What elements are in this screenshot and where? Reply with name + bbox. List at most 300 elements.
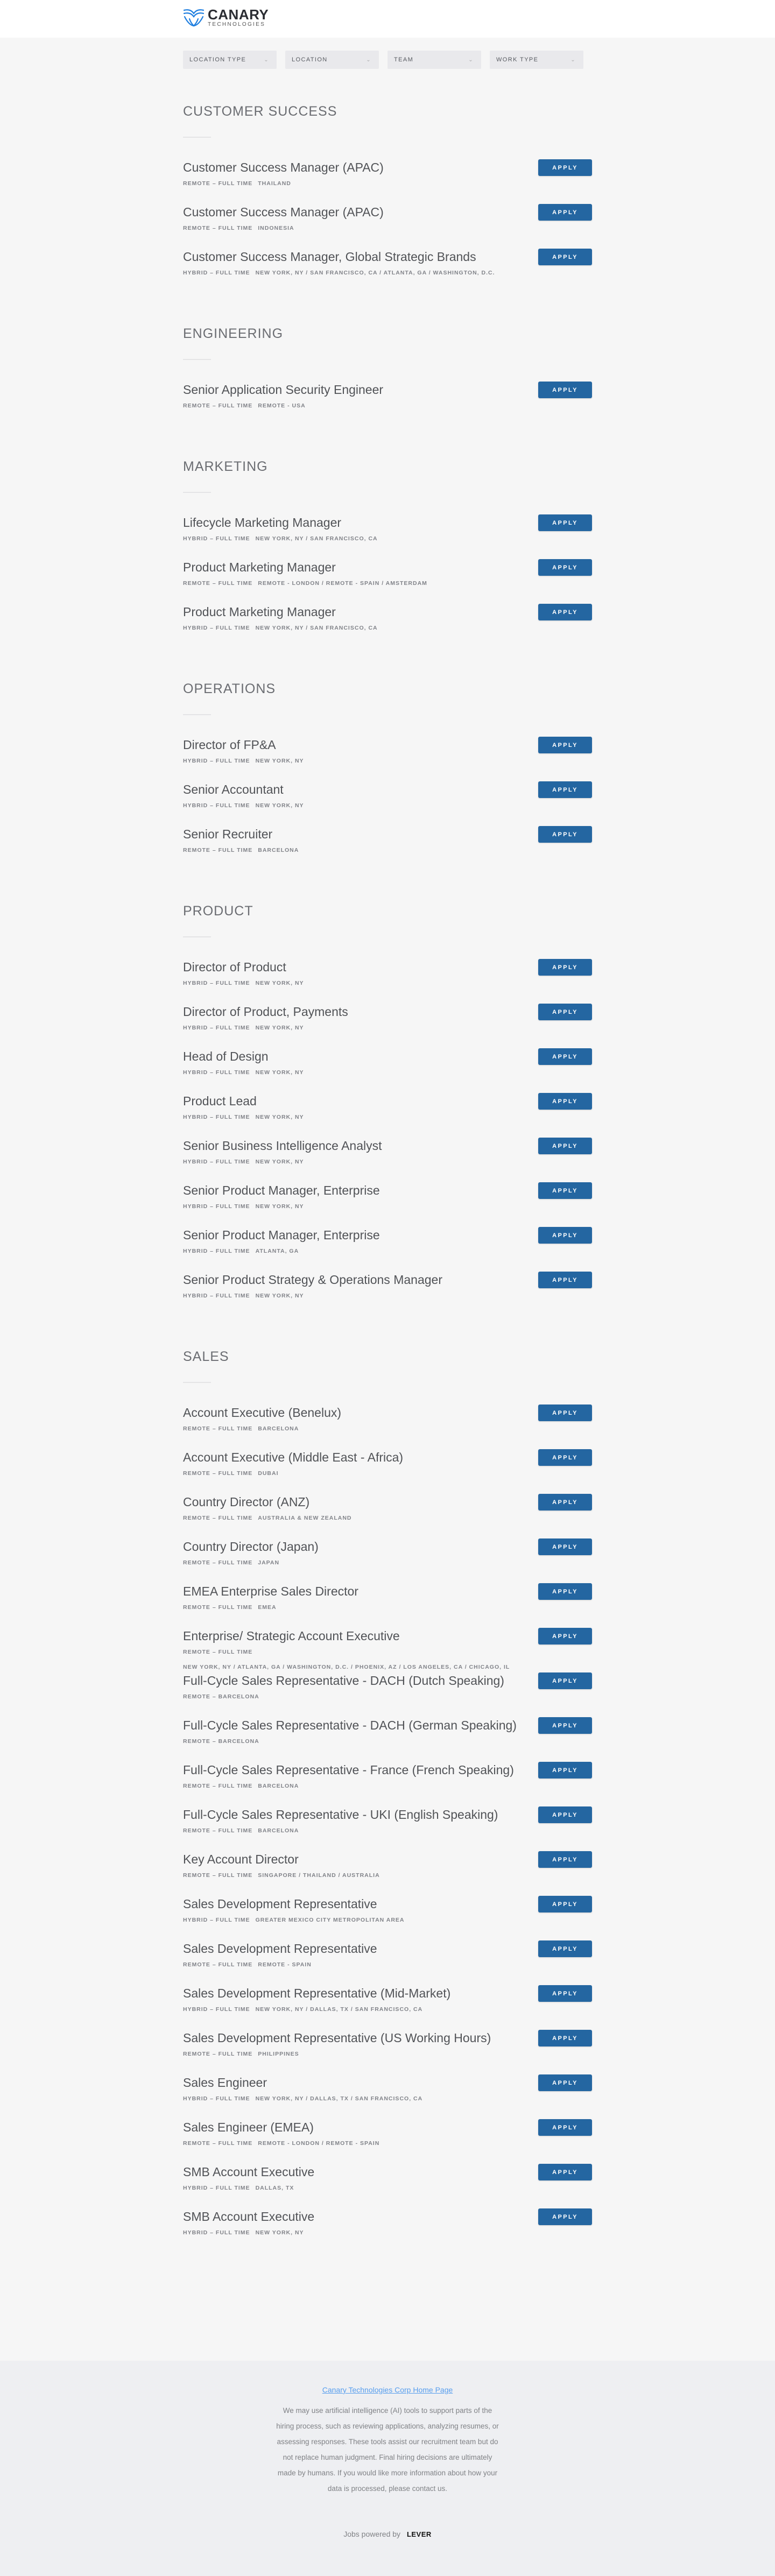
- job-commitment: HYBRID – FULL TIME: [183, 1159, 250, 1165]
- apply-button[interactable]: APPLY: [538, 604, 592, 620]
- job-location: NEW YORK, NY: [255, 802, 304, 809]
- job-meta: [183, 1247, 380, 1255]
- job-info: [183, 2164, 314, 2192]
- job-info: [183, 604, 378, 632]
- site-header: [0, 0, 775, 38]
- home-page-link[interactable]: Canary Technologies Corp Home Page: [322, 2386, 453, 2394]
- job-posting: [183, 1985, 592, 2030]
- job-posting: [183, 737, 592, 781]
- job-commitment: REMOTE – FULL TIME: [183, 225, 253, 231]
- job-info: [183, 1985, 450, 2013]
- chevron-down-icon: ⌄: [264, 57, 269, 63]
- job-title-link[interactable]: Full-Cycle Sales Representative - DACH (Dutch Speaking): [183, 1674, 504, 1688]
- posting-group: [183, 1316, 592, 2253]
- job-location: REMOTE - USA: [258, 403, 306, 409]
- job-info: [183, 1806, 498, 1834]
- job-commitment: HYBRID – FULL TIME: [183, 802, 250, 809]
- job-posting: [183, 2164, 592, 2208]
- apply-button[interactable]: APPLY: [538, 1138, 592, 1154]
- job-posting: [183, 1672, 592, 1717]
- job-title-link[interactable]: Senior Accountant: [183, 782, 284, 796]
- job-title-link[interactable]: Lifecycle Marketing Manager: [183, 516, 342, 530]
- job-info: [183, 1628, 510, 1671]
- job-meta: [183, 2184, 314, 2192]
- job-meta: [183, 1024, 348, 1032]
- job-posting: [183, 159, 592, 204]
- job-posting: [183, 2074, 592, 2119]
- apply-button[interactable]: APPLY: [538, 826, 592, 843]
- filter-bar: [183, 38, 592, 69]
- group-divider: [183, 936, 211, 937]
- job-location: REMOTE - LONDON / REMOTE - SPAIN / AMSTERDAM: [258, 580, 427, 587]
- job-location: NEW YORK, NY: [255, 1025, 304, 1031]
- group-divider: [183, 359, 211, 360]
- ai-disclaimer: We may use artificial intelligence (AI) tools to support parts of the hiring process, such as reviewing applications, analyzing resumes, or assessing responses. These tools assist our recruitment team but do not replace human judgment. Final hiring decisions are ultimately made by humans. If you would like more information about how your data is processed, please contact us.: [276, 2406, 499, 2493]
- logo-wordmark: CANARY: [208, 6, 269, 23]
- job-info: [183, 514, 378, 542]
- job-info: [183, 1138, 382, 1166]
- filter-work-type[interactable]: [490, 51, 583, 69]
- job-location: NEW YORK, NY: [255, 1069, 304, 1076]
- job-posting: [183, 204, 592, 249]
- job-commitment: REMOTE – FULL TIME: [183, 180, 253, 187]
- job-posting: [183, 1093, 592, 1138]
- job-meta: [183, 2050, 491, 2058]
- canary-logo[interactable]: [183, 0, 592, 27]
- job-meta: [183, 1113, 304, 1121]
- job-info: [183, 1851, 380, 1879]
- job-commitment: REMOTE – BARCELONA: [183, 1693, 259, 1700]
- job-meta: [183, 2095, 422, 2102]
- job-commitment: REMOTE – FULL TIME: [183, 1649, 253, 1655]
- job-commitment: HYBRID – FULL TIME: [183, 1917, 250, 1923]
- apply-button[interactable]: APPLY: [538, 1272, 592, 1288]
- job-meta: [183, 1158, 382, 1166]
- job-meta: [183, 979, 304, 987]
- job-commitment: HYBRID – FULL TIME: [183, 2095, 250, 2102]
- filter-label: LOCATION: [292, 57, 328, 63]
- job-posting: [183, 959, 592, 1004]
- job-title-link[interactable]: Senior Product Manager, Enterprise: [183, 1228, 380, 1242]
- job-location: ATLANTA, GA: [255, 1248, 299, 1254]
- job-posting: [183, 1538, 592, 1583]
- job-posting: [183, 2208, 592, 2253]
- apply-button[interactable]: APPLY: [538, 159, 592, 176]
- job-commitment: REMOTE – FULL TIME: [183, 1470, 253, 1477]
- posting-group: [183, 648, 592, 871]
- job-commitment: REMOTE – FULL TIME: [183, 1604, 253, 1611]
- group-heading: SALES: [183, 1349, 229, 1364]
- job-title-link[interactable]: Enterprise/ Strategic Account Executive: [183, 1629, 400, 1643]
- job-location: NEW YORK, NY / SAN FRANCISCO, CA: [255, 535, 378, 542]
- job-commitment: HYBRID – FULL TIME: [183, 1025, 250, 1031]
- job-title-link[interactable]: Full-Cycle Sales Representative - DACH (German Speaking): [183, 1718, 517, 1732]
- job-meta: [183, 180, 384, 187]
- job-title-link[interactable]: Sales Development Representative: [183, 1897, 377, 1911]
- job-info: [183, 249, 495, 277]
- job-posting: [183, 1227, 592, 1272]
- job-posting: [183, 249, 592, 293]
- group-heading: CUSTOMER SUCCESS: [183, 104, 337, 119]
- job-commitment: HYBRID – FULL TIME: [183, 1114, 250, 1120]
- job-commitment: HYBRID – FULL TIME: [183, 270, 250, 276]
- job-info: [183, 737, 304, 765]
- apply-button[interactable]: APPLY: [538, 1628, 592, 1645]
- job-location: THAILAND: [258, 180, 291, 187]
- logo-subtitle: TECHNOLOGIES: [208, 22, 266, 27]
- job-posting: [183, 514, 592, 559]
- job-meta: [183, 846, 299, 854]
- job-location: PHILIPPINES: [258, 2051, 299, 2057]
- filter-team[interactable]: [388, 51, 481, 69]
- job-meta: [183, 1604, 358, 1611]
- job-commitment: REMOTE – BARCELONA: [183, 1738, 259, 1745]
- job-meta: [183, 1514, 352, 1522]
- job-meta: [183, 224, 384, 232]
- job-location: NEW YORK, NY: [255, 2229, 304, 2236]
- apply-button[interactable]: APPLY: [538, 2030, 592, 2046]
- job-location: DUBAI: [258, 1470, 279, 1477]
- job-title-link[interactable]: Product Marketing Manager: [183, 560, 336, 574]
- job-posting: [183, 1583, 592, 1628]
- job-meta: [183, 1425, 341, 1432]
- postings-list: [183, 69, 592, 2253]
- job-title-link[interactable]: Senior Application Security Engineer: [183, 383, 384, 397]
- filter-location-type[interactable]: [183, 51, 277, 69]
- job-location: NEW YORK, NY: [255, 1203, 304, 1210]
- job-commitment: HYBRID – FULL TIME: [183, 1203, 250, 1210]
- job-commitment: HYBRID – FULL TIME: [183, 1069, 250, 1076]
- job-meta: [183, 1827, 498, 1834]
- job-title-link[interactable]: Senior Recruiter: [183, 827, 273, 841]
- job-meta: [183, 1782, 514, 1790]
- job-title-link[interactable]: Product Marketing Manager: [183, 605, 336, 619]
- job-info: [183, 1717, 517, 1745]
- job-posting: [183, 781, 592, 826]
- group-heading: PRODUCT: [183, 904, 253, 919]
- job-meta: [183, 1961, 377, 1968]
- group-divider: [183, 137, 211, 138]
- job-title-link[interactable]: Senior Product Manager, Enterprise: [183, 1183, 380, 1197]
- job-title-link[interactable]: Full-Cycle Sales Representative - France (French Speaking): [183, 1763, 514, 1777]
- job-location: REMOTE - SPAIN: [258, 1961, 312, 1968]
- job-posting: [183, 1405, 592, 1449]
- job-location: DALLAS, TX: [255, 2185, 294, 2191]
- job-title-link[interactable]: Director of FP&A: [183, 738, 276, 752]
- job-meta: [183, 535, 378, 542]
- job-title-link[interactable]: Sales Engineer: [183, 2076, 267, 2090]
- job-posting: [183, 559, 592, 604]
- job-info: [183, 204, 384, 232]
- job-info: [183, 1762, 514, 1790]
- job-title-link[interactable]: Key Account Director: [183, 1852, 299, 1866]
- job-info: [183, 2074, 422, 2102]
- job-meta: [183, 580, 427, 587]
- job-info: [183, 1004, 348, 1032]
- powered-by: [0, 2530, 775, 2538]
- job-info: [183, 1583, 358, 1611]
- job-title-link[interactable]: Senior Product Strategy & Operations Manager: [183, 1273, 442, 1287]
- job-posting: [183, 2119, 592, 2164]
- job-info: [183, 781, 304, 809]
- job-title-link[interactable]: Director of Product: [183, 960, 286, 974]
- job-commitment: REMOTE – FULL TIME: [183, 580, 253, 587]
- job-info: [183, 1494, 352, 1522]
- apply-button[interactable]: APPLY: [538, 1048, 592, 1065]
- job-location: EMEA: [258, 1604, 277, 1611]
- job-meta: [183, 1470, 403, 1477]
- job-meta: [183, 757, 304, 765]
- filter-label: TEAM: [394, 57, 414, 63]
- job-info: [183, 382, 383, 410]
- posting-group: [183, 69, 592, 293]
- job-location: JAPAN: [258, 1559, 280, 1566]
- job-title-link[interactable]: Product Lead: [183, 1094, 257, 1108]
- apply-button[interactable]: APPLY: [538, 1985, 592, 2002]
- job-location: NEW YORK, NY: [255, 1293, 304, 1299]
- job-posting: [183, 826, 592, 871]
- apply-button[interactable]: APPLY: [538, 737, 592, 753]
- job-commitment: REMOTE – FULL TIME: [183, 1872, 253, 1879]
- job-commitment: REMOTE – FULL TIME: [183, 403, 253, 409]
- job-title-link[interactable]: Head of Design: [183, 1049, 269, 1063]
- job-commitment: HYBRID – FULL TIME: [183, 1248, 250, 1254]
- job-title-link[interactable]: Account Executive (Middle East - Africa): [183, 1450, 404, 1464]
- job-meta: [183, 1069, 304, 1076]
- job-info: [183, 1449, 403, 1477]
- group-heading: OPERATIONS: [183, 681, 276, 696]
- job-posting: [183, 1806, 592, 1851]
- job-info: [183, 1538, 319, 1566]
- job-title-link[interactable]: EMEA Enterprise Sales Director: [183, 1584, 358, 1598]
- job-title-link[interactable]: Country Director (ANZ): [183, 1495, 310, 1509]
- job-meta: [183, 1559, 319, 1566]
- job-commitment: REMOTE – FULL TIME: [183, 2051, 253, 2057]
- job-info: [183, 1182, 380, 1210]
- apply-button[interactable]: APPLY: [538, 1004, 592, 1020]
- job-info: [183, 959, 304, 987]
- job-commitment: REMOTE – FULL TIME: [183, 1559, 253, 1566]
- job-commitment: REMOTE – FULL TIME: [183, 1425, 253, 1432]
- filter-label: WORK TYPE: [496, 57, 539, 63]
- job-board: [183, 38, 592, 2253]
- job-title-link[interactable]: Sales Development Representative: [183, 1942, 377, 1956]
- job-title-link[interactable]: Sales Engineer (EMEA): [183, 2120, 314, 2134]
- job-info: [183, 2208, 314, 2236]
- group-divider: [183, 492, 211, 493]
- job-info: [183, 1227, 380, 1255]
- job-title-link[interactable]: Customer Success Manager (APAC): [183, 205, 384, 219]
- footer: [0, 2361, 775, 2576]
- job-title-link[interactable]: Director of Product, Payments: [183, 1005, 348, 1019]
- job-posting: [183, 1851, 592, 1896]
- job-posting: [183, 1762, 592, 1806]
- apply-button[interactable]: APPLY: [538, 1762, 592, 1779]
- job-commitment: HYBRID – FULL TIME: [183, 535, 250, 542]
- job-title-link[interactable]: Country Director (Japan): [183, 1540, 319, 1554]
- job-meta: [183, 624, 378, 632]
- job-posting: [183, 1272, 592, 1316]
- job-posting: [183, 1182, 592, 1227]
- job-info: [183, 1940, 377, 1968]
- apply-button[interactable]: APPLY: [538, 514, 592, 531]
- job-info: [183, 826, 299, 854]
- posting-group: [183, 426, 592, 648]
- job-location: AUSTRALIA & NEW ZEALAND: [258, 1515, 352, 1521]
- job-info: [183, 1272, 442, 1300]
- apply-button[interactable]: APPLY: [538, 959, 592, 976]
- job-posting: [183, 1717, 592, 1762]
- job-location: BARCELONA: [258, 1425, 299, 1432]
- job-commitment: REMOTE – FULL TIME: [183, 2140, 253, 2147]
- job-meta: [183, 1292, 442, 1300]
- job-meta: [183, 1872, 380, 1879]
- job-meta: [183, 269, 495, 277]
- apply-button[interactable]: APPLY: [538, 1672, 592, 1689]
- job-location: NEW YORK, NY: [255, 1114, 304, 1120]
- job-posting: [183, 2030, 592, 2074]
- chevron-down-icon: ⌄: [366, 57, 371, 63]
- job-location: NEW YORK, NY: [255, 980, 304, 986]
- job-commitment: HYBRID – FULL TIME: [183, 625, 250, 631]
- group-heading: MARKETING: [183, 459, 268, 474]
- apply-button[interactable]: APPLY: [538, 781, 592, 798]
- job-info: [183, 2119, 379, 2147]
- group-divider: [183, 1382, 211, 1383]
- job-posting: [183, 604, 592, 648]
- apply-button[interactable]: APPLY: [538, 1182, 592, 1199]
- job-info: [183, 559, 427, 587]
- apply-button[interactable]: APPLY: [538, 382, 592, 398]
- job-posting: [183, 1138, 592, 1182]
- job-info: [183, 1405, 341, 1432]
- job-commitment: REMOTE – FULL TIME: [183, 1515, 253, 1521]
- job-info: [183, 1672, 504, 1700]
- job-meta: [183, 1693, 504, 1700]
- apply-button[interactable]: APPLY: [538, 2164, 592, 2180]
- job-meta: [183, 2006, 450, 2013]
- job-title-link[interactable]: Sales Development Representative (Mid-Market): [183, 1986, 451, 2000]
- job-meta: [183, 1648, 510, 1671]
- job-info: [183, 159, 384, 187]
- job-posting: [183, 1896, 592, 1940]
- job-title-link[interactable]: Customer Success Manager, Global Strategic Brands: [183, 250, 476, 264]
- job-commitment: REMOTE – FULL TIME: [183, 1961, 253, 1968]
- job-posting: [183, 1449, 592, 1494]
- job-location: NEW YORK, NY / SAN FRANCISCO, CA: [255, 625, 378, 631]
- job-meta: [183, 2140, 379, 2147]
- apply-button[interactable]: APPLY: [538, 2119, 592, 2136]
- chevron-down-icon: ⌄: [570, 57, 576, 63]
- apply-button[interactable]: APPLY: [538, 1940, 592, 1957]
- job-location: NEW YORK, NY / DALLAS, TX / SAN FRANCISCO, CA: [255, 2095, 423, 2102]
- canary-wing-icon: [183, 8, 205, 27]
- job-posting: [183, 1940, 592, 1985]
- job-commitment: REMOTE – FULL TIME: [183, 1783, 253, 1789]
- job-title-link[interactable]: Customer Success Manager (APAC): [183, 160, 384, 174]
- apply-button[interactable]: APPLY: [538, 2074, 592, 2091]
- job-meta: [183, 1916, 405, 1924]
- job-location: SINGAPORE / THAILAND / AUSTRALIA: [258, 1872, 380, 1879]
- apply-button[interactable]: APPLY: [538, 1717, 592, 1734]
- apply-button[interactable]: APPLY: [538, 1093, 592, 1110]
- apply-button[interactable]: APPLY: [538, 1227, 592, 1244]
- job-title-link[interactable]: Senior Business Intelligence Analyst: [183, 1139, 382, 1153]
- job-location: NEW YORK, NY / ATLANTA, GA / WASHINGTON, D.C. / PHOENIX, AZ / LOS ANGELES, CA / CHICAGO, IL: [183, 1664, 510, 1670]
- job-location: BARCELONA: [258, 1827, 299, 1834]
- job-meta: [183, 1738, 517, 1745]
- apply-button[interactable]: APPLY: [538, 1405, 592, 1421]
- apply-button[interactable]: APPLY: [538, 2208, 592, 2225]
- job-title-link[interactable]: SMB Account Executive: [183, 2210, 315, 2224]
- apply-button[interactable]: APPLY: [538, 1896, 592, 1912]
- job-commitment: HYBRID – FULL TIME: [183, 2229, 250, 2236]
- job-location: BARCELONA: [258, 1783, 299, 1789]
- apply-button[interactable]: APPLY: [538, 204, 592, 221]
- filter-label: LOCATION TYPE: [189, 57, 246, 63]
- job-location: NEW YORK, NY / SAN FRANCISCO, CA / ATLANTA, GA / WASHINGTON, D.C.: [255, 270, 495, 276]
- job-meta: [183, 402, 383, 410]
- job-location: BARCELONA: [258, 847, 299, 853]
- job-title-link[interactable]: Full-Cycle Sales Representative - UKI (English Speaking): [183, 1808, 498, 1822]
- job-commitment: HYBRID – FULL TIME: [183, 2006, 250, 2013]
- job-info: [183, 1093, 304, 1121]
- job-commitment: REMOTE – FULL TIME: [183, 1827, 253, 1834]
- job-location: GREATER MEXICO CITY METROPOLITAN AREA: [255, 1917, 405, 1923]
- job-info: [183, 2030, 491, 2058]
- filter-location[interactable]: [285, 51, 379, 69]
- job-location: REMOTE - LONDON / REMOTE - SPAIN: [258, 2140, 380, 2147]
- job-location: NEW YORK, NY: [255, 758, 304, 764]
- job-commitment: HYBRID – FULL TIME: [183, 980, 250, 986]
- job-posting: [183, 1494, 592, 1538]
- lever-logo[interactable]: LEVER: [406, 2530, 432, 2538]
- apply-button[interactable]: APPLY: [538, 1583, 592, 1600]
- chevron-down-icon: ⌄: [468, 57, 474, 63]
- job-posting: [183, 1004, 592, 1048]
- job-info: [183, 1896, 405, 1924]
- job-posting: [183, 1628, 592, 1672]
- apply-button[interactable]: APPLY: [538, 1851, 592, 1868]
- job-title-link[interactable]: SMB Account Executive: [183, 2165, 315, 2179]
- group-divider: [183, 714, 211, 715]
- job-posting: [183, 1048, 592, 1093]
- job-location: NEW YORK, NY: [255, 1159, 304, 1165]
- posting-group: [183, 871, 592, 1316]
- job-commitment: HYBRID – FULL TIME: [183, 758, 250, 764]
- job-meta: [183, 1203, 380, 1210]
- posting-group: [183, 293, 592, 426]
- apply-button[interactable]: APPLY: [538, 559, 592, 576]
- job-meta: [183, 2229, 314, 2236]
- apply-button[interactable]: APPLY: [538, 1449, 592, 1466]
- group-heading: ENGINEERING: [183, 326, 284, 341]
- job-commitment: HYBRID – FULL TIME: [183, 2185, 250, 2191]
- job-commitment: HYBRID – FULL TIME: [183, 1293, 250, 1299]
- job-commitment: REMOTE – FULL TIME: [183, 847, 253, 853]
- job-title-link[interactable]: Account Executive (Benelux): [183, 1406, 342, 1420]
- apply-button[interactable]: APPLY: [538, 1806, 592, 1823]
- job-posting: [183, 382, 592, 426]
- powered-by-text: Jobs powered by: [343, 2530, 401, 2538]
- apply-button[interactable]: APPLY: [538, 1538, 592, 1555]
- job-location: INDONESIA: [258, 225, 294, 231]
- job-meta: [183, 802, 304, 809]
- job-location: NEW YORK, NY / DALLAS, TX / SAN FRANCISCO, CA: [255, 2006, 423, 2013]
- apply-button[interactable]: APPLY: [538, 249, 592, 265]
- apply-button[interactable]: APPLY: [538, 1494, 592, 1511]
- job-title-link[interactable]: Sales Development Representative (US Working Hours): [183, 2031, 491, 2045]
